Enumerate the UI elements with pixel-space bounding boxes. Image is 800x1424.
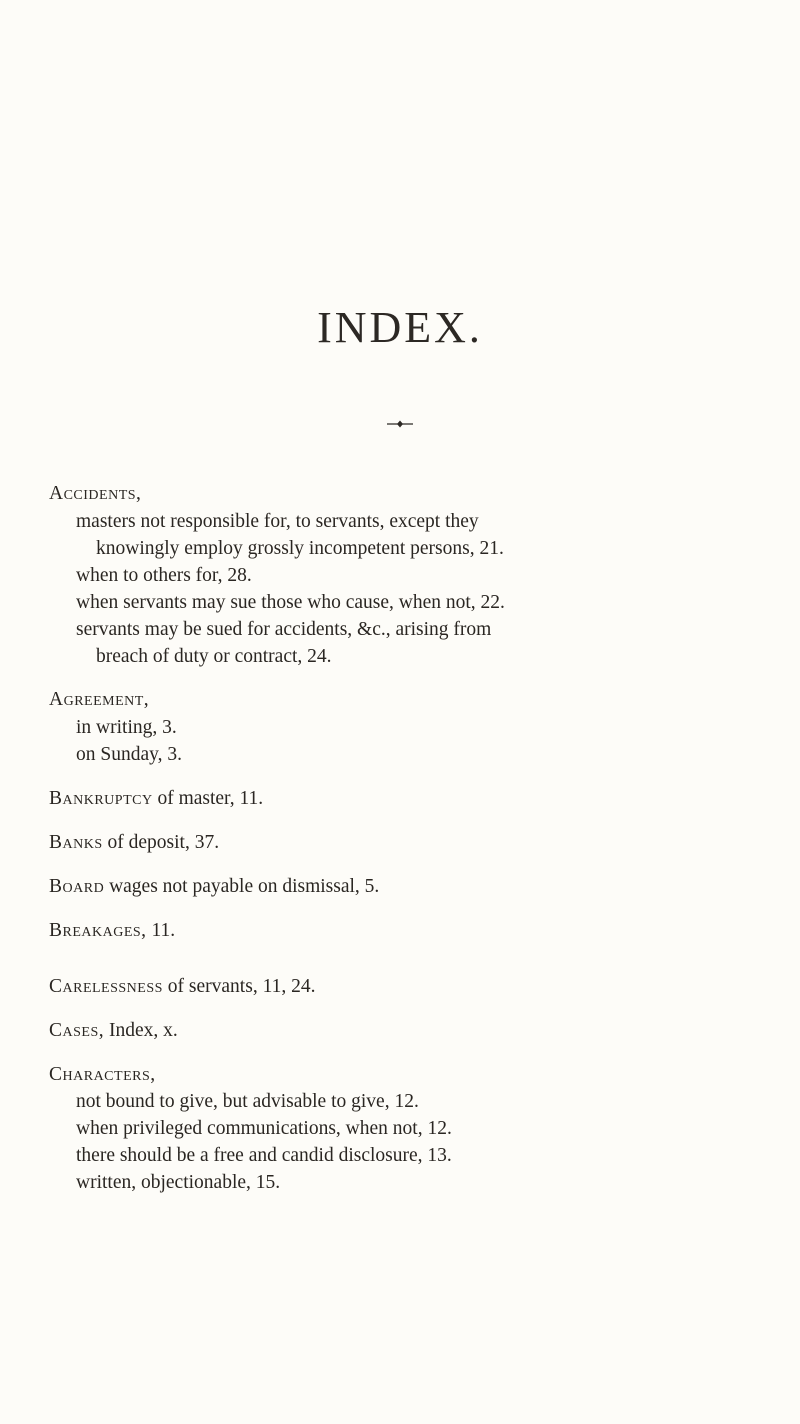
entry-banks [49, 831, 219, 855]
entry-bankruptcy [49, 787, 263, 811]
entry-text: of master, 11. [152, 788, 264, 809]
entry-subline: when privileged communications, when not, 12. [76, 1118, 452, 1139]
entry-text: 11. [146, 920, 176, 941]
entry-subline-continued: knowingly employ grossly incompetent persons, 21. [96, 538, 504, 559]
entry-text: of servants, 11, 24. [162, 976, 316, 997]
entry-carelessness [49, 975, 315, 999]
entry-heading-characters: Characters, [49, 1064, 156, 1085]
entry-heading-breakages: Breakages, [49, 920, 147, 941]
entry-subline: not bound to give, but advisable to give, 12. [76, 1091, 419, 1112]
entry-text: wages not payable on dismissal, 5. [104, 876, 380, 897]
entry-subline: on Sunday, 3. [76, 744, 182, 765]
entry-heading-accidents: Accidents, [49, 483, 142, 504]
entry-breakages [49, 919, 175, 943]
entry-subline: in writing, 3. [76, 717, 177, 738]
entry-subline: servants may be sued for accidents, &c., arising from [76, 619, 492, 640]
entry-subline: masters not responsible for, to servants, except they [76, 511, 479, 532]
entry-cases [49, 1019, 178, 1043]
entry-text: of deposit, 37. [102, 832, 220, 853]
entry-board [49, 875, 379, 899]
entry-subline: when servants may sue those who cause, when not, 22. [76, 592, 505, 613]
entry-subline: when to others for, 28. [76, 565, 252, 586]
entry-heading-carelessness: Carelessness [49, 976, 163, 997]
entry-subline: written, objectionable, 15. [76, 1172, 281, 1193]
entry-heading-banks: Banks [49, 832, 103, 853]
page-title: INDEX. [317, 303, 483, 352]
entry-subline-continued: breach of duty or contract, 24. [96, 646, 332, 667]
entry-subline: there should be a free and candid disclosure, 13. [76, 1145, 452, 1166]
entry-heading-cases: Cases, [49, 1020, 105, 1041]
entry-heading-agreement: Agreement, [49, 689, 150, 710]
entry-heading-board: Board [49, 876, 105, 897]
entry-text: Index, x. [104, 1020, 178, 1041]
entry-heading-bankruptcy: Bankruptcy [49, 788, 153, 809]
